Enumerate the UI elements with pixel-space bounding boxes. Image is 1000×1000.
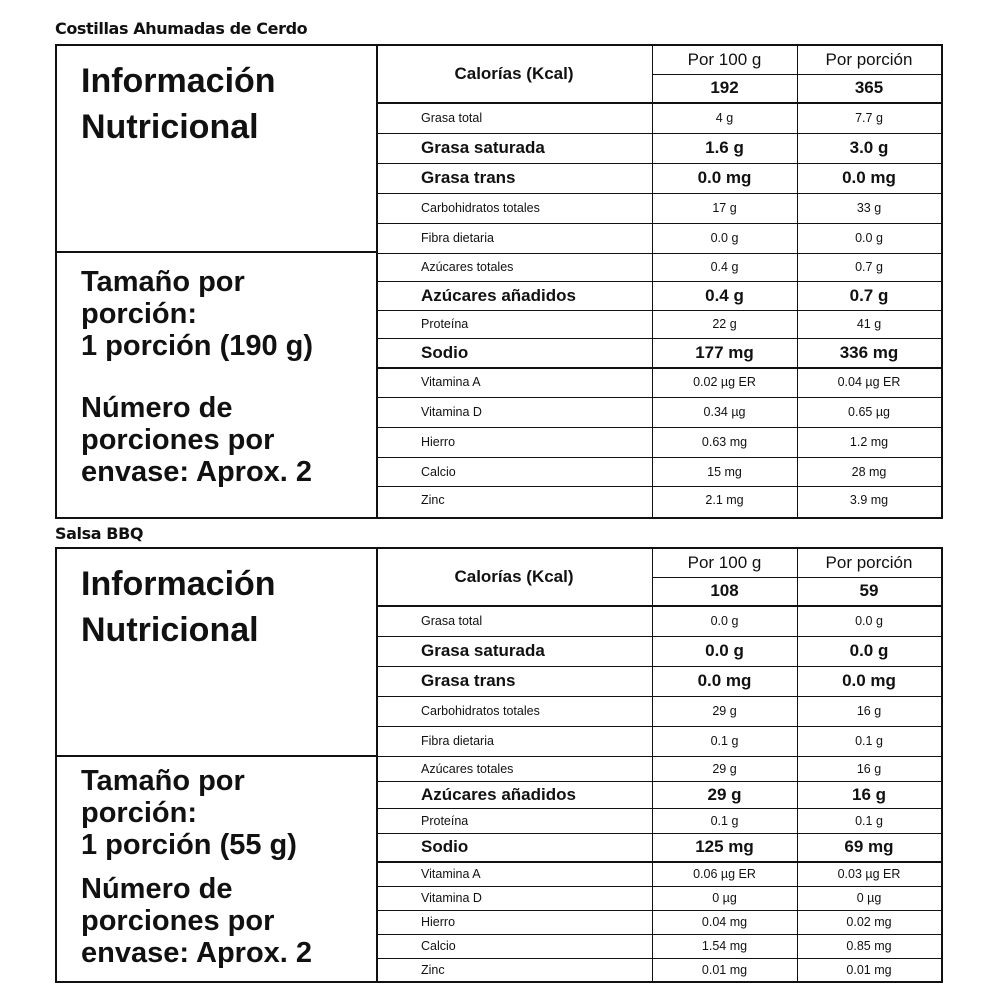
nutrient-name: Grasa trans xyxy=(421,671,516,690)
value-per-portion: 0.1 g xyxy=(855,813,883,828)
serving-size-line: Tamaño por xyxy=(81,266,245,298)
value-per-100g: 0.4 g xyxy=(710,260,739,274)
value-per-100g: 0.1 g xyxy=(710,734,739,748)
info-title xyxy=(81,561,276,653)
nutrient-row xyxy=(376,367,941,397)
nutrient-row xyxy=(376,310,941,338)
info-title-line: Nutricional xyxy=(81,611,259,649)
col-header-100g: Por 100 g xyxy=(687,50,762,69)
nutrient-name: Hierro xyxy=(421,915,456,929)
nutrient-name: Fibra dietaria xyxy=(421,231,494,245)
value-per-portion: 16 g xyxy=(856,704,882,718)
value-per-portion: 3.0 g xyxy=(849,138,889,157)
nutrient-name: Proteína xyxy=(421,813,469,828)
nutrition-panel xyxy=(55,547,943,983)
nutrient-row xyxy=(376,253,941,281)
calories-portion: 59 xyxy=(859,581,879,600)
value-per-100g: 0 µg xyxy=(712,891,737,905)
nutrient-row xyxy=(376,133,941,163)
nutrient-name: Carbohidratos totales xyxy=(421,704,540,718)
nutrient-name: Grasa saturada xyxy=(421,138,545,157)
calories-100g: 192 xyxy=(710,78,739,97)
value-per-portion: 0.03 µg ER xyxy=(837,866,901,881)
serving-size-line: 1 porción (190 g) xyxy=(81,330,314,362)
nutrient-row xyxy=(376,696,941,726)
value-per-100g: 29 g xyxy=(707,784,742,804)
nutrient-name: Grasa trans xyxy=(421,168,516,187)
value-per-100g: 0.63 mg xyxy=(701,435,748,449)
servings-line: porciones por xyxy=(81,905,275,937)
nutrient-name: Grasa saturada xyxy=(421,641,545,660)
calories-label: Calorías (Kcal) xyxy=(454,567,574,586)
serving-size xyxy=(81,266,313,362)
panel-left-column xyxy=(57,549,378,981)
nutrient-row xyxy=(376,457,941,486)
serving-size-line: 1 porción (55 g) xyxy=(81,829,297,861)
product-title: Salsa BBQ xyxy=(55,524,144,543)
nutrient-row xyxy=(376,666,941,696)
value-per-portion: 0.04 µg ER xyxy=(837,375,901,389)
calories-portion: 365 xyxy=(854,78,884,97)
nutrient-name: Carbohidratos totales xyxy=(421,201,540,215)
nutrient-row xyxy=(376,861,941,886)
nutrient-row xyxy=(376,606,941,636)
value-per-portion: 41 g xyxy=(856,317,882,331)
servings-line: porciones por xyxy=(81,424,275,456)
value-per-portion: 3.9 mg xyxy=(849,493,889,507)
value-per-portion: 0.0 g xyxy=(855,231,883,245)
value-per-100g: 29 g xyxy=(712,761,737,776)
calories-label: Calorías (Kcal) xyxy=(454,64,574,83)
nutrient-name: Vitamina A xyxy=(421,375,481,389)
value-per-100g: 29 g xyxy=(712,704,737,718)
nutrient-row xyxy=(376,397,941,427)
nutrient-name: Calcio xyxy=(421,939,456,953)
servings-per-container xyxy=(81,873,312,969)
col-header-portion: Por porción xyxy=(825,553,913,572)
left-divider xyxy=(57,755,376,757)
value-per-portion: 336 mg xyxy=(839,342,899,362)
nutrient-row xyxy=(376,833,941,861)
nutrient-name: Sodio xyxy=(421,342,469,362)
value-per-portion: 28 mg xyxy=(851,464,887,479)
value-per-100g: 0.04 mg xyxy=(701,915,748,929)
nutrient-name: Zinc xyxy=(421,493,445,507)
nutrient-name: Zinc xyxy=(421,963,445,977)
nutrient-name: Vitamina D xyxy=(421,891,482,905)
info-title-line: Nutricional xyxy=(81,108,259,146)
value-per-100g: 0.0 mg xyxy=(697,168,752,187)
calories-100g: 108 xyxy=(710,581,739,600)
value-per-portion: 0.01 mg xyxy=(846,963,892,977)
nutrient-row xyxy=(376,636,941,666)
value-per-portion: 7.7 g xyxy=(855,111,883,125)
nutrient-row xyxy=(376,886,941,910)
nutrient-row xyxy=(376,223,941,253)
value-per-portion: 16 g xyxy=(856,761,882,776)
value-per-100g: 0.0 mg xyxy=(697,671,752,690)
value-per-portion: 0.02 mg xyxy=(846,915,892,929)
nutrient-row xyxy=(376,163,941,193)
value-per-portion: 16 g xyxy=(851,784,887,804)
serving-size-line: porción: xyxy=(81,298,197,330)
servings-line: Número de xyxy=(81,873,233,905)
value-per-portion: 0.0 g xyxy=(849,641,889,660)
value-per-100g: 17 g xyxy=(712,201,737,215)
value-per-100g: 125 mg xyxy=(695,837,754,856)
nutrient-row xyxy=(376,338,941,367)
panel-left-column xyxy=(57,46,378,517)
nutrient-grid xyxy=(376,549,941,981)
value-per-100g: 22 g xyxy=(712,317,737,331)
value-per-100g: 4 g xyxy=(715,111,734,125)
value-per-portion: 33 g xyxy=(856,201,882,215)
nutrient-row xyxy=(376,281,941,310)
product-title: Costillas Ahumadas de Cerdo xyxy=(55,19,308,38)
nutrient-row xyxy=(376,958,941,982)
left-divider xyxy=(57,251,376,253)
nutrient-name: Fibra dietaria xyxy=(421,734,494,748)
nutrient-row xyxy=(376,808,941,833)
nutrient-row xyxy=(376,756,941,781)
value-per-100g: 0.06 µg ER xyxy=(693,866,756,881)
nutrient-row xyxy=(376,486,941,514)
value-per-100g: 0.4 g xyxy=(705,285,744,305)
nutrient-row xyxy=(376,726,941,756)
nutrient-name: Grasa total xyxy=(421,614,483,628)
value-per-100g: 0.0 g xyxy=(710,231,739,245)
nutrient-name: Azúcares añadidos xyxy=(421,285,576,305)
value-per-portion: 0 µg xyxy=(856,891,882,905)
nutrient-row xyxy=(376,103,941,133)
col-header-100g: Por 100 g xyxy=(687,553,762,572)
col-header-portion: Por porción xyxy=(825,50,913,69)
servings-line: envase: Aprox. 2 xyxy=(81,937,313,969)
value-per-portion: 0.0 mg xyxy=(842,168,896,187)
value-per-portion: 0.0 mg xyxy=(842,671,896,690)
nutrient-row xyxy=(376,934,941,958)
nutrient-name: Proteína xyxy=(421,317,469,331)
nutrient-grid xyxy=(376,46,941,517)
servings-line: Número de xyxy=(81,392,233,424)
value-per-portion: 0.0 g xyxy=(855,614,883,628)
value-per-100g: 0.0 g xyxy=(705,641,744,660)
value-per-100g: 15 mg xyxy=(707,464,742,479)
value-per-100g: 1.6 g xyxy=(705,138,744,157)
info-title xyxy=(81,58,276,150)
nutrient-name: Azúcares totales xyxy=(421,761,514,776)
value-per-100g: 0.1 g xyxy=(710,813,739,828)
value-per-100g: 0.01 mg xyxy=(701,963,748,977)
value-per-100g: 0.02 µg ER xyxy=(693,375,756,389)
value-per-portion: 0.7 g xyxy=(849,285,889,305)
nutrient-row xyxy=(376,781,941,808)
serving-size-line: Tamaño por xyxy=(81,765,245,797)
value-per-100g: 2.1 mg xyxy=(705,493,744,507)
value-per-100g: 0.34 µg xyxy=(703,405,746,419)
value-per-portion: 0.7 g xyxy=(855,260,883,274)
nutrient-name: Azúcares totales xyxy=(421,260,514,274)
value-per-100g: 177 mg xyxy=(695,342,754,362)
nutrient-name: Grasa total xyxy=(421,111,483,125)
servings-line: envase: Aprox. 2 xyxy=(81,456,313,488)
info-title-line: Información xyxy=(81,62,276,100)
value-per-portion: 0.85 mg xyxy=(846,939,892,953)
value-per-portion: 0.1 g xyxy=(855,734,883,748)
nutrient-name: Azúcares añadidos xyxy=(421,784,576,804)
value-per-100g: 0.0 g xyxy=(710,614,739,628)
nutrient-row xyxy=(376,910,941,934)
value-per-portion: 1.2 mg xyxy=(849,435,889,449)
serving-size xyxy=(81,765,297,861)
nutrition-panel xyxy=(55,44,943,519)
info-title-line: Información xyxy=(81,565,276,603)
nutrient-name: Vitamina D xyxy=(421,405,482,419)
nutrient-name: Vitamina A xyxy=(421,866,481,881)
value-per-portion: 0.65 µg xyxy=(848,405,890,419)
value-per-100g: 1.54 mg xyxy=(701,939,748,953)
nutrient-name: Hierro xyxy=(421,435,456,449)
nutrient-row xyxy=(376,427,941,457)
servings-per-container xyxy=(81,392,312,488)
serving-size-line: porción: xyxy=(81,797,197,829)
nutrient-row xyxy=(376,193,941,223)
nutrient-name: Sodio xyxy=(421,837,469,856)
nutrient-name: Calcio xyxy=(421,464,456,479)
value-per-portion: 69 mg xyxy=(844,837,894,856)
